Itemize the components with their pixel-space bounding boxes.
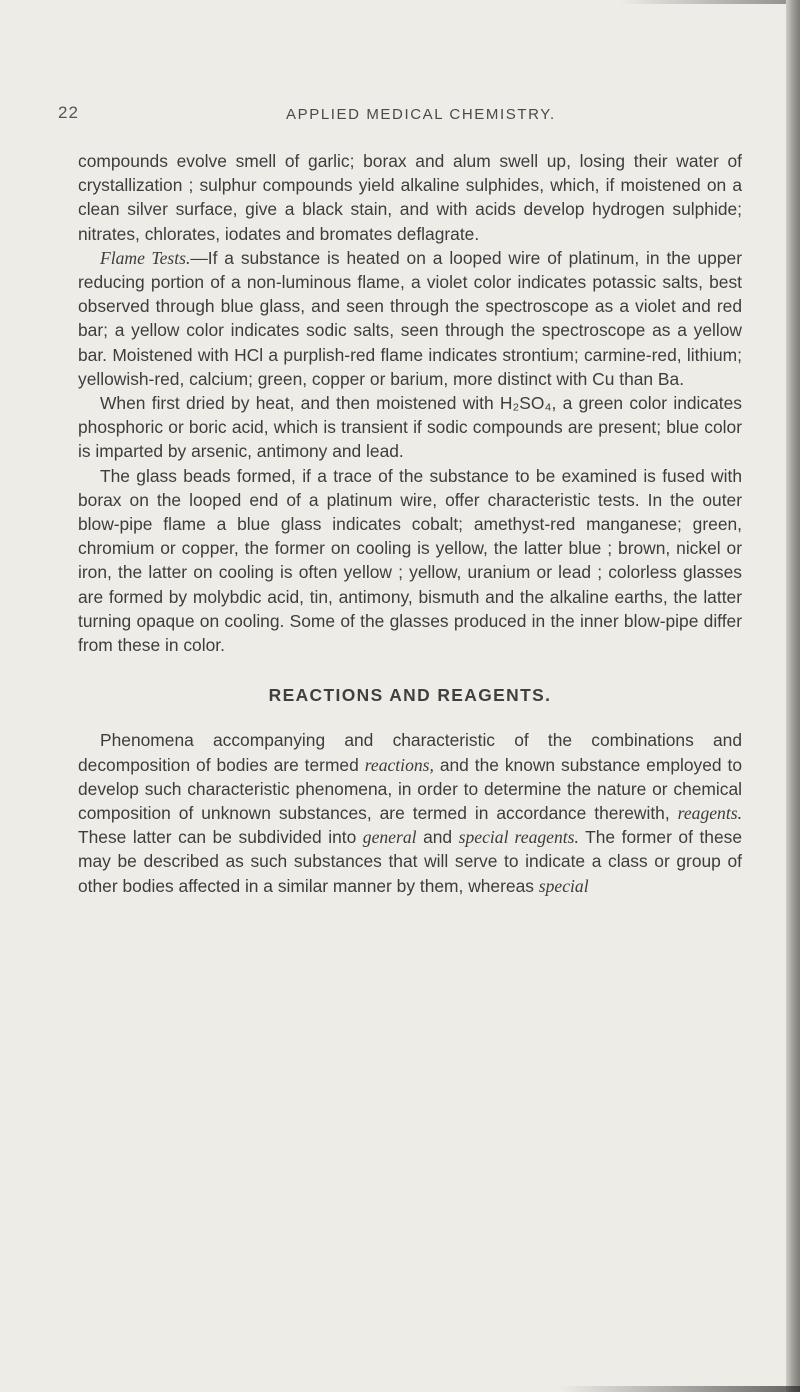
- term-reactions: reactions,: [364, 754, 434, 775]
- paragraph-continuation: compounds evolve smell of garlic; borax and alum swell up, losing their water of crystallization ; sulphur compounds yield alkaline sulphides, which, if moistened on a clean silver surface, give a black stain, and with acids develop hydrogen sulphide; nitrates, chlorates, iodates and bromates deflagrate.: [78, 151, 742, 244]
- paragraph-glass-beads: The glass beads formed, if a trace of the substance to be examined is fused with borax on the looped end of a platinum wire, offer characteristic tests. In the outer blow-pipe flame a blue glass indicates cobalt; amethyst-red manganese; green, chromium or copper, the former on cooling is yellow, the latter blue ; brown, nickel or iron, the latter on cooling is often yellow ; yellow, uranium or lead ; colorless glasses are formed by molybdic acid, tin, antimony, bismuth and the alkaline earths, the latter turning opaque on cooling. Some of the glasses produced in the inner blow-pipe differ from these in color.: [78, 465, 742, 656]
- section-title: REACTIONS AND REAGENTS.: [268, 685, 552, 706]
- page-edge-shadow-right: [786, 0, 800, 1392]
- paragraph-flame-tests: [78, 246, 742, 391]
- term-special: special: [538, 875, 589, 896]
- reactions-text-1: Phenomena accompanying and characteristic of the combinations and decomposition of bodies are termed: [78, 730, 742, 775]
- paragraph-sulphuric-acid: When first dried by heat, and then moistened with H₂SO₄, a green color indicates phosphoric or boric acid, which is transient if sodic compounds are present; blue color is imparted by arsenic, antimony and lead.: [78, 393, 742, 462]
- body-text: [78, 149, 742, 898]
- page-edge-shadow-bottom: [560, 1386, 800, 1392]
- reactions-text-3: These latter can be subdivided into: [78, 827, 363, 848]
- page-header: [58, 103, 758, 143]
- page-number: 22: [58, 103, 79, 122]
- paragraph-reactions: [78, 728, 742, 897]
- reactions-text-5: The former of these may be described as such substances that will serve to indicate a class or group of other bodies affected in a similar manner by them, whereas: [78, 827, 742, 896]
- reactions-text-4: and: [416, 827, 459, 848]
- page-edge-shadow-top: [620, 0, 800, 4]
- term-general: general: [362, 827, 417, 848]
- flame-tests-heading: Flame Tests.: [100, 247, 191, 268]
- term-special-reagents: special reagents.: [458, 827, 579, 848]
- running-head: APPLIED MEDICAL CHEMISTRY.: [286, 106, 556, 123]
- flame-tests-text: —If a substance is heated on a looped wire of platinum, in the upper reducing portion of a non-luminous flame, a violet color indicates potassic salts, best observed through blue glass, and seen through the spectroscope as a violet and red bar; a yellow color indicates sodic salts, seen through the spectroscope as a yellow bar. Moistened with HCl a purplish-red flame indicates strontium; carmine-red, lithium; yellowish-red, calcium; green, copper or barium, more distinct with Cu than Ba.: [78, 247, 742, 389]
- term-reagents: reagents.: [677, 803, 742, 824]
- reactions-text-2: and the known substance employed to develop such characteristic phenomena, in order to determine the nature or chemical composition of unknown substances, are termed in accordance therewith,: [78, 754, 743, 824]
